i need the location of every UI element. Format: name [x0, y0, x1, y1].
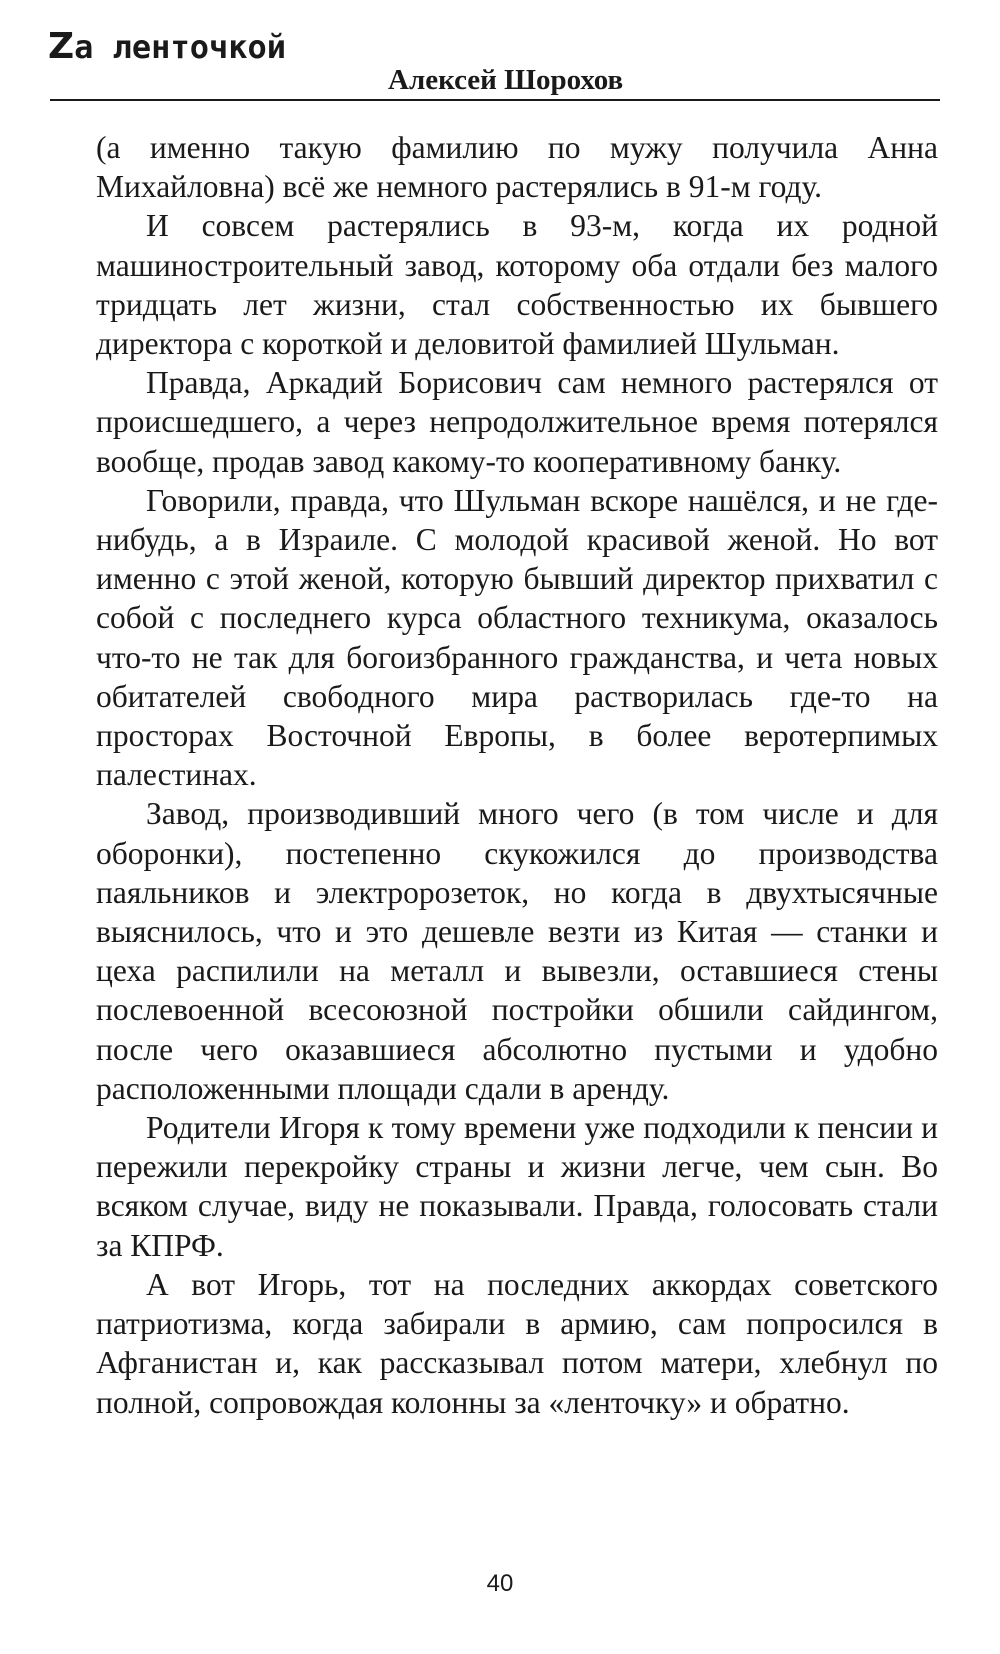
header-divider	[50, 99, 940, 101]
paragraph: Родители Игоря к тому времени уже подходили к пенсии и пережили перекройку страны и жизни легче, чем сын. Во всяком случае, виду не показывали. Правда, голосовать стали за КПРФ.	[96, 1110, 938, 1263]
paragraph: А вот Игорь, тот на последних аккордах советского патриотизма, когда забирали в армию, сам попросился в Афганистан и, как рассказывал потом матери, хлебнул по полной, сопровождая колонны за «ленточку» и обратно.	[96, 1266, 938, 1420]
paragraph: И совсем растерялись в 93-м, когда их родной машиностроительный завод, которому оба отдали без малого тридцать лет жизни, стал собственностью их бывшего директора с короткой и деловитой фамилией Шульман.	[96, 208, 938, 362]
paragraph: (а именно такую фамилию по мужу получила Анна Михайловна) всё же немного растерялись в 91-м году.	[96, 130, 938, 205]
series-title	[48, 26, 286, 67]
running-header	[48, 20, 940, 110]
paragraph: Правда, Аркадий Борисович сам немного растерялся от происшедшего, а через непродолжительное время потерялся вообще, продав завод какому-то кооперативному банку.	[96, 365, 938, 479]
paragraph: Завод, производивший много чего (в том числе и для оборонки), постепенно скукожился до производства паяльников и электророзеток, но когда в двухтысячные выяснилось, что и это дешевле везти из Китая — станки и цеха распилили на металл и вывезли, оставшиеся стены послевоенной всесоюзной постройки обшили сайдингом, после чего оказавшиеся абсолютно пустыми и удобно расположенными площади сдали в аренду.	[96, 796, 938, 1106]
series-title-rest: a ленточкой	[74, 28, 287, 66]
paragraph: Говорили, правда, что Шульман вскоре нашёлся, и не где-нибудь, а в Израиле. С молодой красивой женой. Но вот именно с этой женой, которую бывший директор прихватил с собой с последнего курса областного техникума, оказалось что-то не так для богоизбранного гражданства, и чета новых обитателей свободного мира растворилась где-то на просторах Восточной Европы, в более веротерпимых палестинах.	[96, 482, 938, 793]
page-body	[96, 128, 938, 1422]
series-title-initial: Z	[48, 26, 75, 67]
author-name: Алексей Шорохов	[388, 64, 624, 96]
page-number: 40	[486, 1570, 514, 1597]
